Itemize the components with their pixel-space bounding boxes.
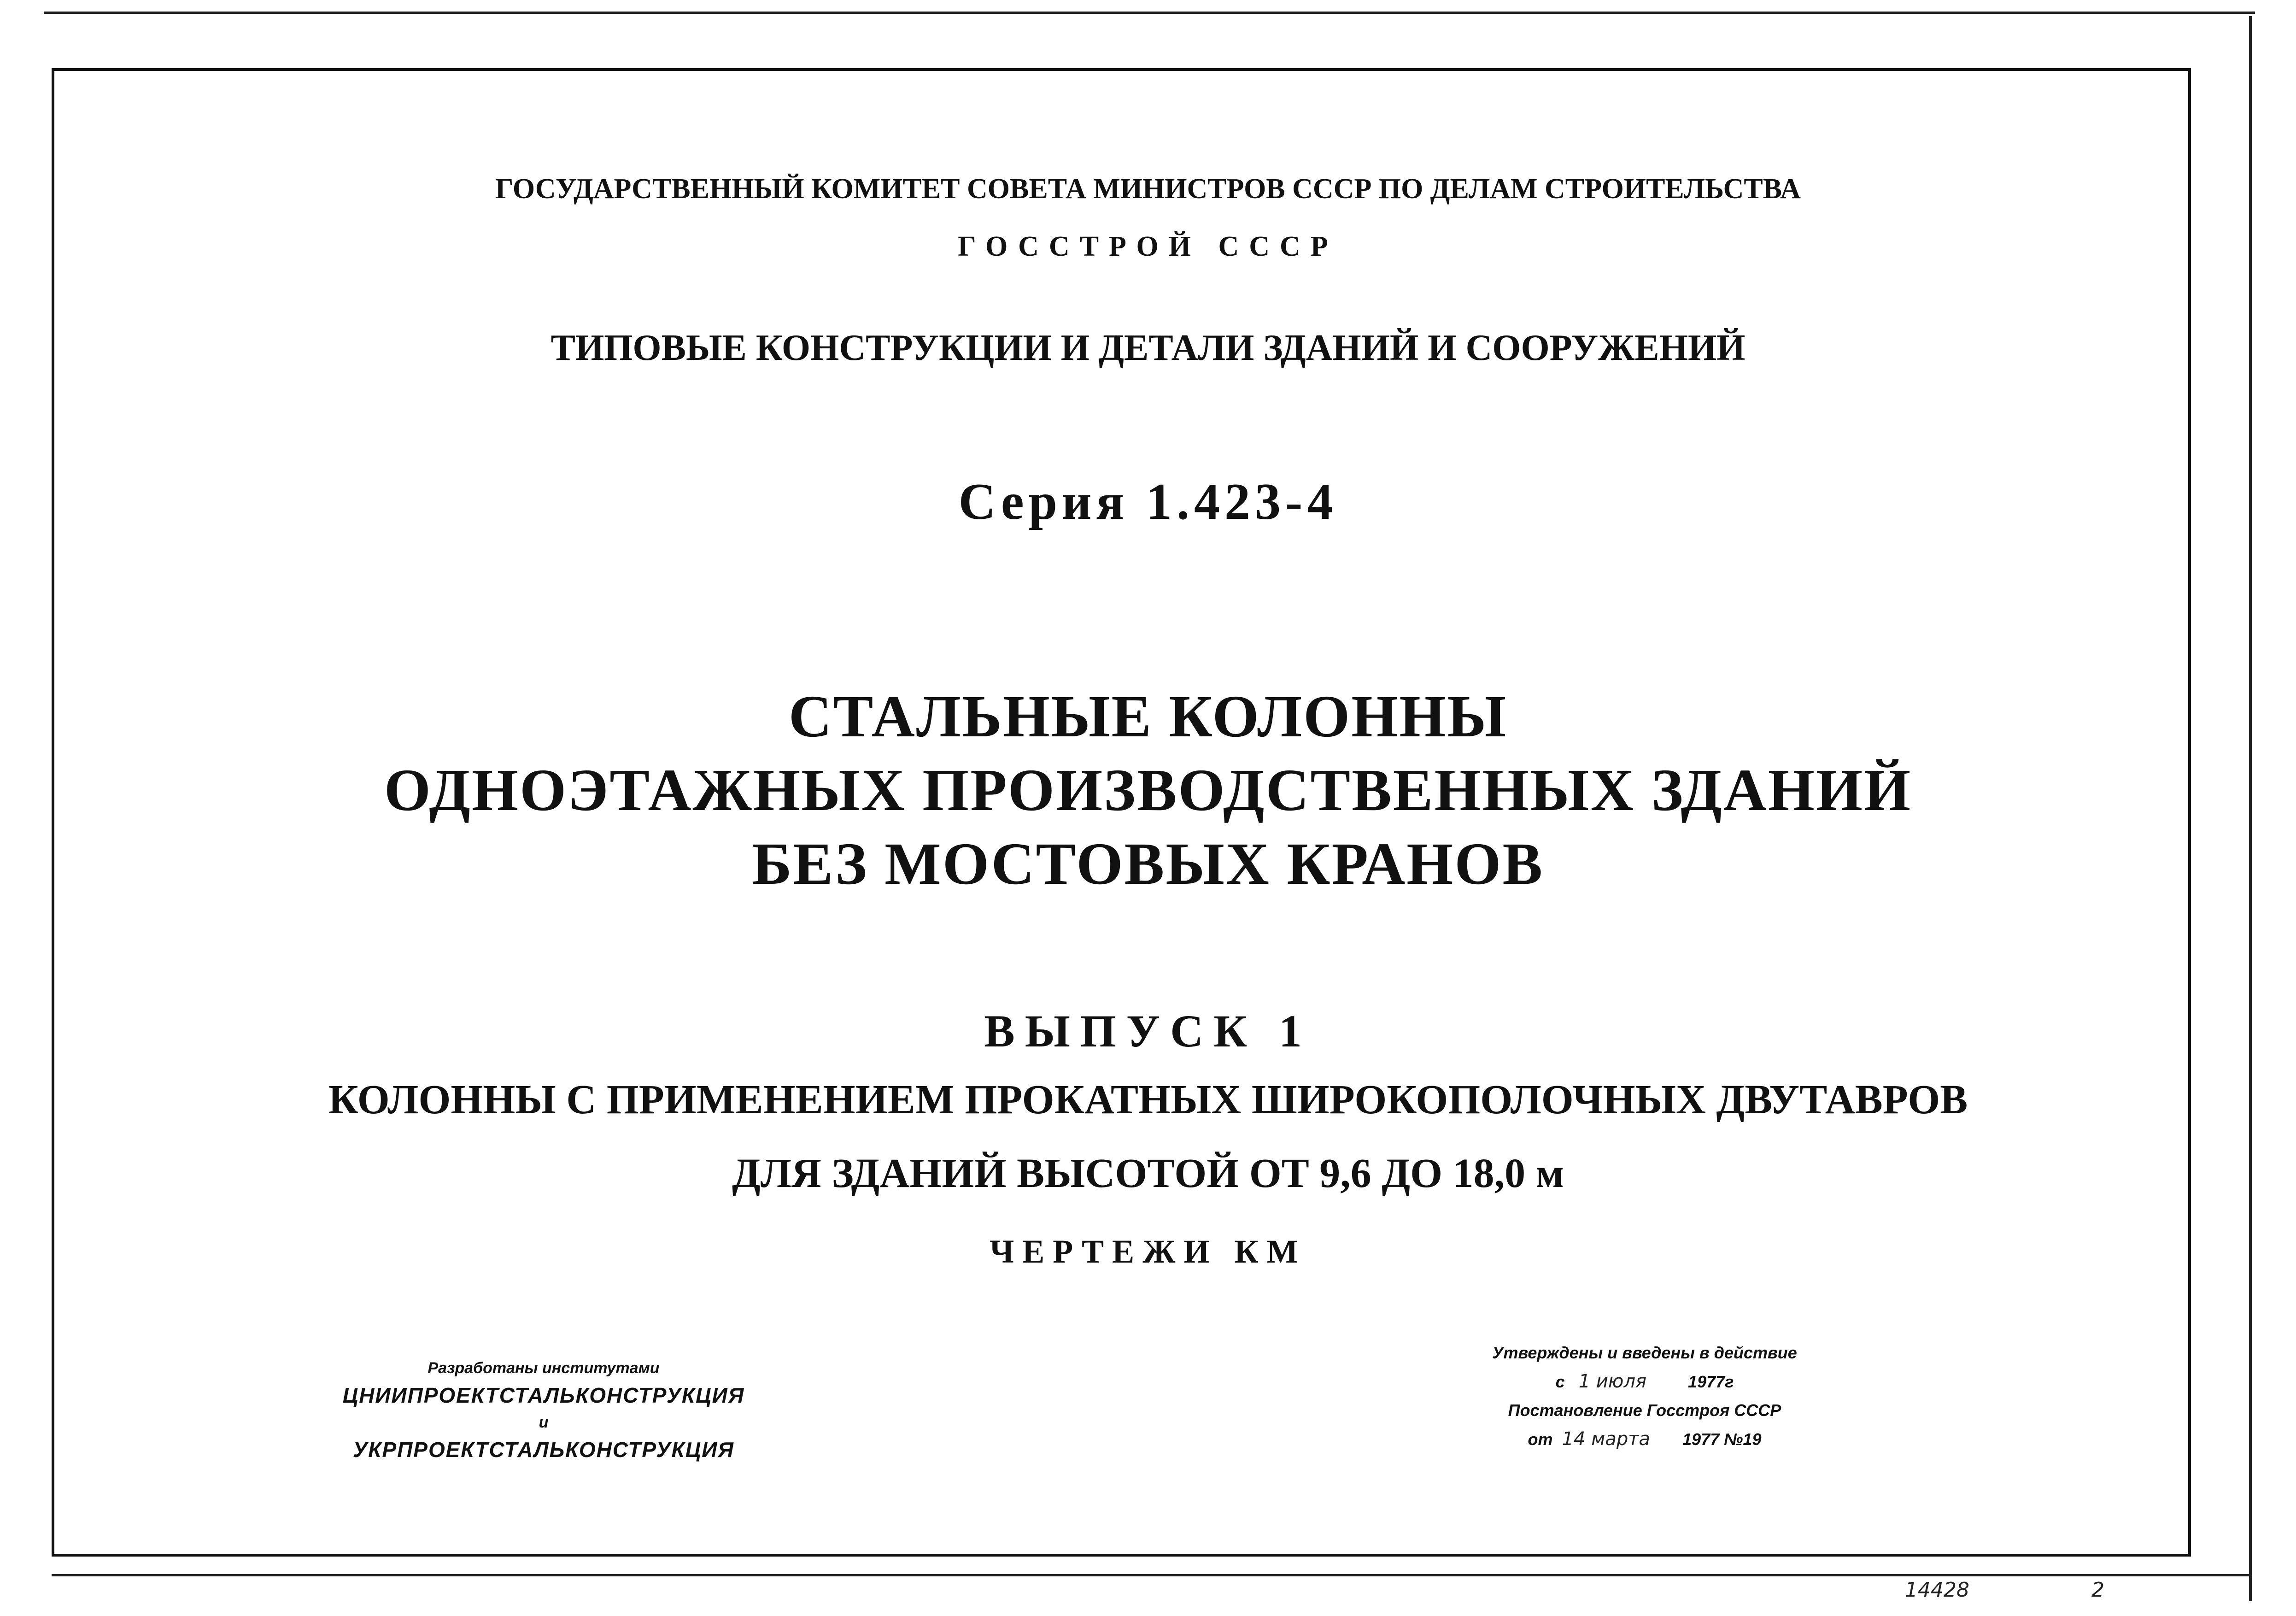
typical-structures-heading: ТИПОВЫЕ КОНСТРУКЦИИ И ДЕТАЛИ ЗДАНИЙ И СООРУЖЕНИЙ <box>551 328 1745 368</box>
footer-sheet-number: 2 <box>2091 1578 2104 1602</box>
approval-year-1: 1977г <box>1688 1372 1734 1391</box>
approval-year-2: 1977 №19 <box>1682 1430 1762 1449</box>
developer-institute-2: УКРПРОЕКТСТАЛЬКОНСТРУКЦИЯ <box>353 1438 734 1462</box>
approval-line-3: Постановление Госстроя СССР <box>1508 1401 1781 1420</box>
title-line-1: СТАЛЬНЫЕ КОЛОННЫ <box>788 683 1508 750</box>
developer-institute-1: ЦНИИПРОЕКТСТАЛЬКОНСТРУКЦИЯ <box>342 1383 745 1407</box>
sheet-top-edge <box>44 12 2255 14</box>
committee-heading: ГОСУДАРСТВЕННЫЙ КОМИТЕТ СОВЕТА МИНИСТРОВ СССР ПО ДЕЛАМ СТРОИТЕЛЬСТВА <box>495 173 1801 205</box>
gosstroy-heading: ГОССТРОЙ СССР <box>958 231 1338 262</box>
approval-block <box>1460 1339 1829 1454</box>
approval-line-1: Утверждены и введены в действие <box>1492 1343 1797 1362</box>
approval-line-2 <box>1460 1367 1829 1396</box>
approval-line-4 <box>1460 1425 1829 1454</box>
issue-number: ВЫПУСК 1 <box>984 1005 1312 1057</box>
approval-date-2: 14 марта <box>1562 1428 1651 1450</box>
sheet-bottom-rule <box>52 1574 2249 1576</box>
approval-date-1: 1 июля <box>1578 1371 1647 1392</box>
issue-subtitle-2: ДЛЯ ЗДАНИЙ ВЫСОТОЙ ОТ 9,6 ДО 18,0 м <box>732 1151 1564 1196</box>
developers-conjunction: и <box>539 1414 549 1431</box>
title-line-2: ОДНОЭТАЖНЫХ ПРОИЗВОДСТВЕННЫХ ЗДАНИЙ <box>384 757 1912 823</box>
approval-of: от <box>1528 1430 1553 1449</box>
developers-block <box>290 1357 797 1466</box>
series-label: Серия 1.423-4 <box>958 473 1338 530</box>
footer-document-number: 14428 <box>1905 1578 1969 1602</box>
developers-caption: Разработаны институтами <box>428 1359 660 1377</box>
issue-subtitle-1: КОЛОННЫ С ПРИМЕНЕНИЕМ ПРОКАТНЫХ ШИРОКОПОЛОЧНЫХ ДВУТАВРОВ <box>328 1077 1968 1122</box>
approval-from: с <box>1555 1372 1565 1391</box>
title-line-3: БЕЗ МОСТОВЫХ КРАНОВ <box>752 831 1544 897</box>
drawings-label: ЧЕРТЕЖИ КМ <box>990 1233 1306 1270</box>
